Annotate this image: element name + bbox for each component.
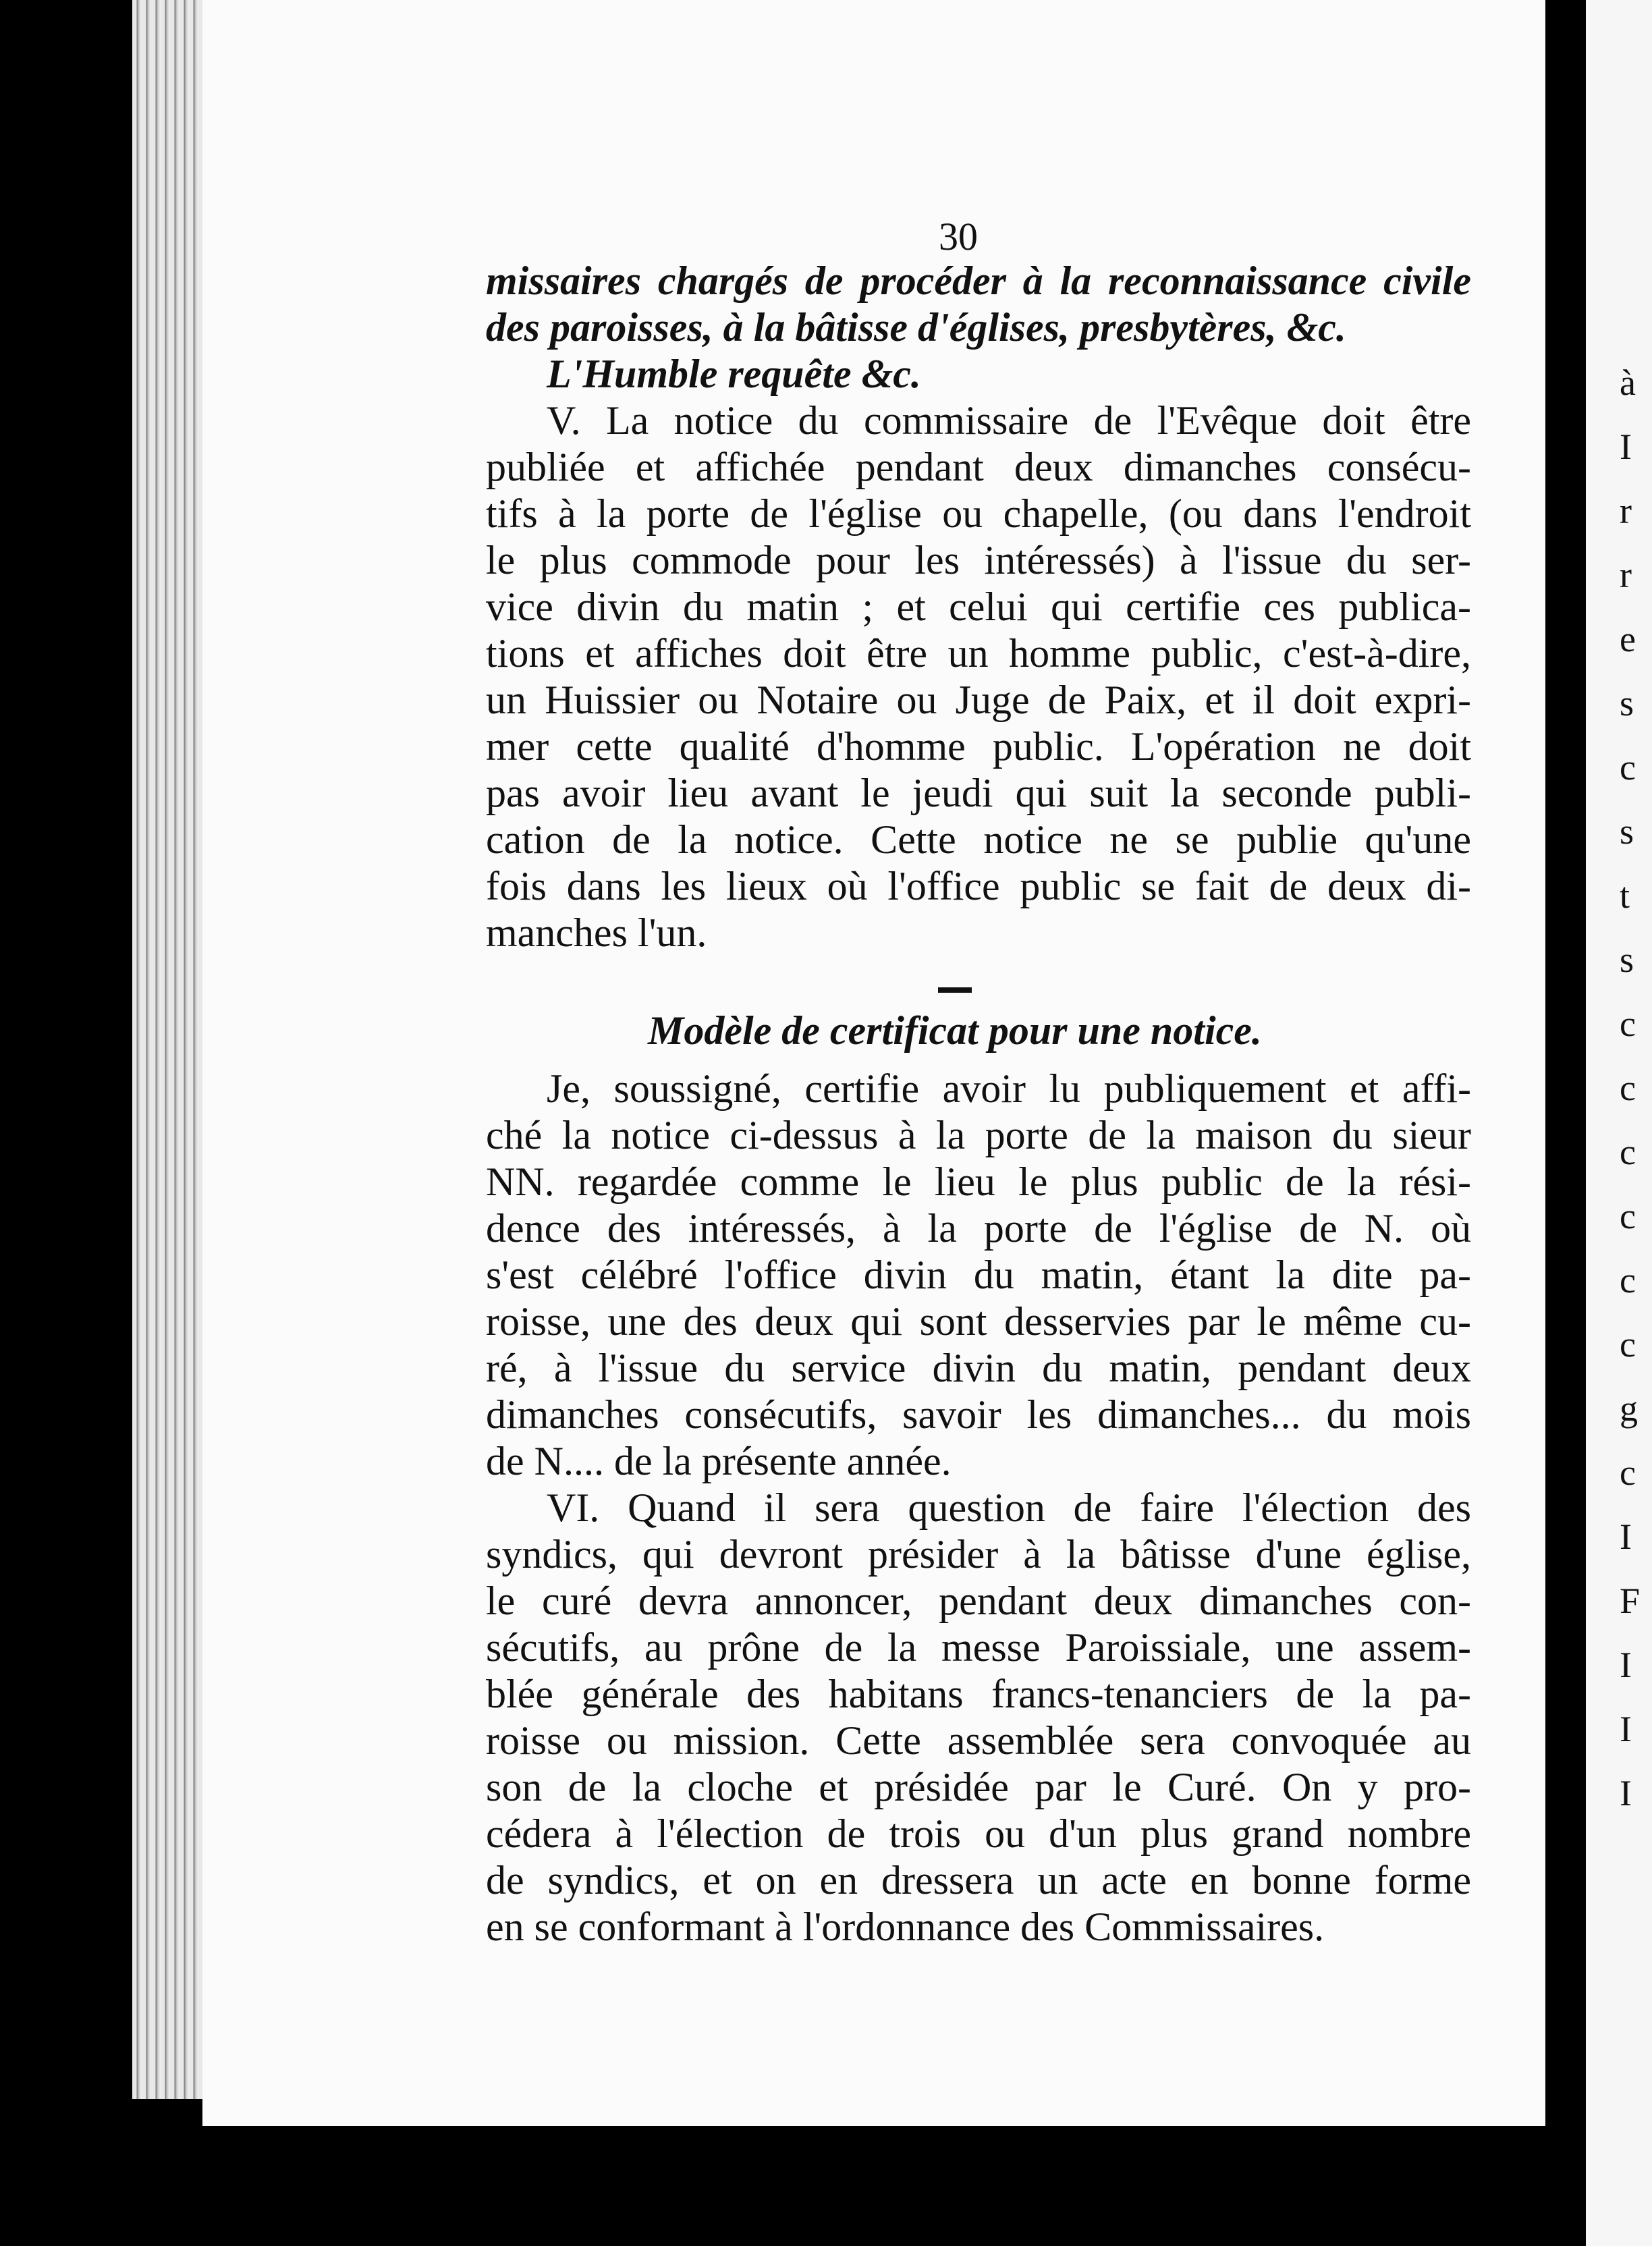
facing-page-letter: F — [1620, 1581, 1641, 1621]
facing-page-letter: à — [1620, 362, 1636, 403]
facing-page-letter: g — [1620, 1388, 1638, 1429]
section-v-line: le plus commode pour les intéressés) à l'issue du ser- — [486, 538, 1471, 582]
facing-page-letter: c — [1620, 1132, 1636, 1172]
facing-page-letter: I — [1620, 1516, 1632, 1557]
page-number: 30 — [939, 215, 978, 258]
facing-page-letter: I — [1620, 1645, 1632, 1685]
model-certificate-title: Modèle de certificat pour une notice. — [648, 1008, 1262, 1053]
section-v-line: mer cette qualité d'homme public. L'opération ne doit — [486, 724, 1471, 769]
certificate-line: dence des intéressés, à la porte de l'église de N. où — [486, 1206, 1471, 1251]
facing-page-letter: e — [1620, 619, 1636, 659]
facing-page-letter: I — [1620, 427, 1632, 467]
section-v-line: manches l'un. — [486, 910, 707, 955]
book-gutter — [1545, 0, 1586, 2246]
section-vi-line: de syndics, et on en dressera un acte en bonne forme — [486, 1858, 1471, 1902]
facing-page-letter: I — [1620, 1773, 1632, 1813]
section-vi-line: le curé devra annoncer, pendant deux dimanches con- — [486, 1579, 1471, 1623]
page-edges — [132, 0, 213, 2099]
facing-page-letter: s — [1620, 811, 1634, 852]
intro-line: des paroisses, à la bâtisse d'églises, presbytères, &c. — [486, 305, 1346, 350]
section-v-line: tifs à la porte de l'église ou chapelle, (ou dans l'endroit — [486, 491, 1471, 536]
section-vi-line: cédera à l'élection de trois ou d'un plus grand nombre — [486, 1811, 1471, 1856]
left-dark-margin — [0, 0, 132, 2246]
section-v — [486, 398, 1471, 956]
certificate-line: ché la notice ci-dessus à la porte de la maison du sieur — [486, 1113, 1471, 1157]
section-v-line: V. La notice du commissaire de l'Evêque doit être — [547, 398, 1471, 443]
facing-page-letter: c — [1620, 1068, 1636, 1108]
section-vi — [486, 1485, 1471, 1950]
certificate-line: ré, à l'issue du service divin du matin, pendant deux — [486, 1346, 1471, 1390]
certificate-line: de N.... de la présente année. — [486, 1439, 952, 1483]
facing-page-letter: I — [1620, 1709, 1632, 1749]
bottom-dark-margin — [0, 2126, 1586, 2246]
facing-page-letter: c — [1620, 747, 1636, 788]
certificate-line: roisse, une des deux qui sont desservies par le même cu- — [486, 1299, 1471, 1344]
certificate-line: Je, soussigné, certifie avoir lu publiquement et affi- — [547, 1066, 1471, 1111]
section-v-line: publiée et affichée pendant deux dimanches consécu- — [486, 445, 1471, 489]
page-text — [486, 216, 1471, 1950]
intro-line: missaires chargés de procéder à la reconnaissance civile — [486, 258, 1471, 303]
facing-page-letter: s — [1620, 939, 1634, 980]
certificate-text — [486, 1066, 1471, 1485]
certificate-line: s'est célébré l'office divin du matin, étant la dite pa- — [486, 1253, 1471, 1297]
facing-page-fragments — [1620, 351, 1652, 1826]
section-v-line: tions et affiches doit être un homme public, c'est-à-dire, — [486, 631, 1471, 676]
section-v-line: vice divin du matin ; et celui qui certifie ces publica- — [486, 584, 1471, 629]
section-vi-line: syndics, qui devront présider à la bâtisse d'une église, — [486, 1532, 1471, 1577]
facing-page-letter: c — [1620, 1452, 1636, 1493]
section-v-line: fois dans les lieux où l'office public se fait de deux di- — [486, 864, 1471, 908]
facing-page-letter: c — [1620, 1196, 1636, 1236]
facing-page-letter: c — [1620, 1004, 1636, 1044]
certificate-line: NN. regardée comme le lieu le plus public de la rési- — [486, 1159, 1471, 1204]
facing-page-letter: r — [1620, 555, 1632, 595]
section-v-line: cation de la notice. Cette notice ne se publie qu'une — [486, 817, 1471, 862]
humble-request-line: L'Humble requête &c. — [547, 352, 921, 396]
section-v-line: pas avoir lieu avant le jeudi qui suit la seconde publi- — [486, 771, 1471, 815]
section-vi-line: sécutifs, au prône de la messe Paroissiale, une assem- — [486, 1625, 1471, 1670]
section-vi-line: VI. Quand il sera question de faire l'élection des — [547, 1485, 1471, 1530]
certificate-line: dimanches consécutifs, savoir les dimanches... du mois — [486, 1392, 1471, 1437]
facing-page-letter: r — [1620, 491, 1632, 531]
section-vi-line: blée générale des habitans francs-tenanciers de la pa- — [486, 1672, 1471, 1716]
section-vi-line: son de la cloche et présidée par le Curé. On y pro- — [486, 1765, 1471, 1809]
facing-page-letter: t — [1620, 875, 1630, 916]
section-vi-line: en se conformant à l'ordonnance des Commissaires. — [486, 1905, 1325, 1949]
facing-page-letter: c — [1620, 1260, 1636, 1300]
facing-page-letter: c — [1620, 1324, 1636, 1365]
section-v-line: un Huissier ou Notaire ou Juge de Paix, et il doit expri- — [486, 678, 1471, 722]
section-divider — [938, 987, 972, 993]
facing-page-letter: s — [1620, 683, 1634, 723]
section-vi-line: roisse ou mission. Cette assemblée sera convoquée au — [486, 1718, 1471, 1763]
